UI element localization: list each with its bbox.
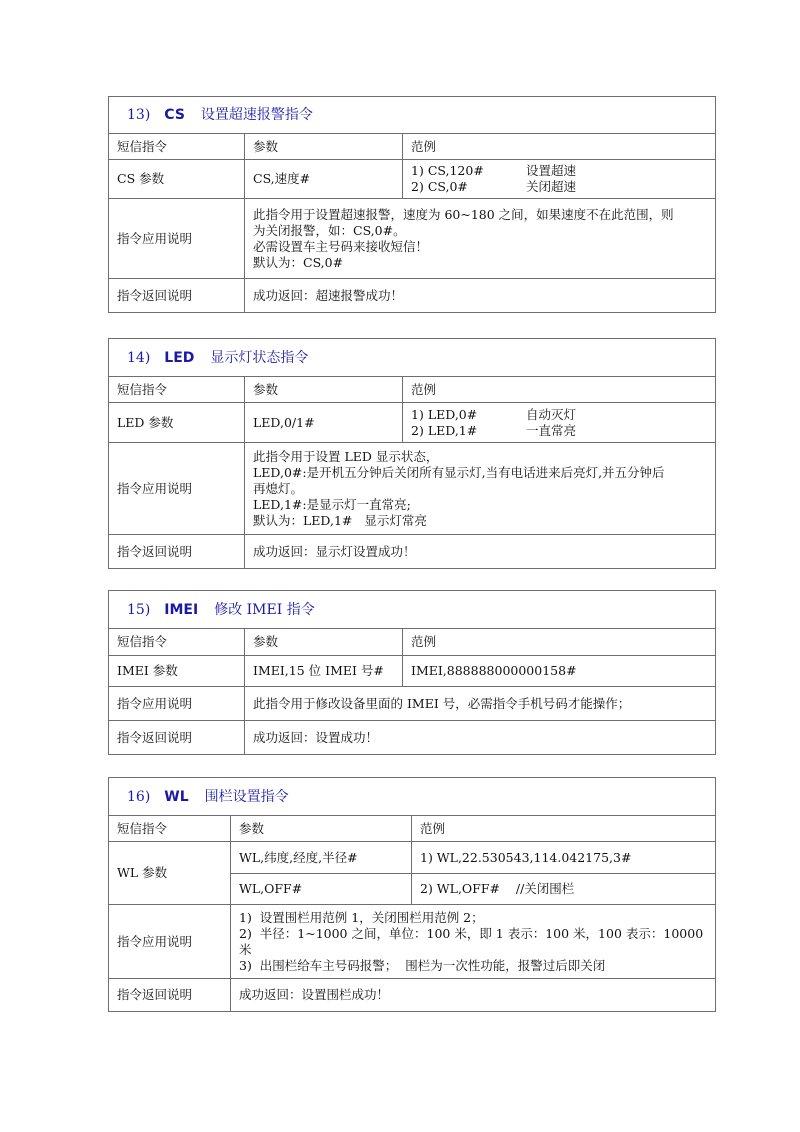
usage-label: 指令应用说明 (109, 443, 245, 535)
example-cell: IMEI,888888000000158# (403, 656, 716, 687)
command-code: CS (164, 107, 185, 123)
command-table-cs (108, 96, 716, 313)
header-sms: 短信指令 (109, 816, 231, 842)
header-param: 参数 (245, 377, 403, 403)
usage-line: 默认为：CS,0# (253, 254, 344, 270)
example-desc: 一直常亮 (526, 422, 577, 438)
command-name: 显示灯状态指令 (210, 349, 309, 366)
usage-text: 此指令用于修改设备里面的 IMEI 号，必需指令手机号码才能操作； (245, 687, 716, 721)
section-title (109, 339, 716, 377)
example-desc: 设置超速 (526, 163, 577, 178)
return-label: 指令返回说明 (109, 979, 231, 1012)
usage-line: LED,0#:是开机五分钟后关闭所有显示灯,当有电话进来后亮灯,并五分钟后 (253, 464, 665, 480)
command-code: WL (164, 788, 189, 805)
example-desc: 关闭超速 (526, 179, 577, 194)
usage-line: 为关闭报警，如：CS,0#。 (253, 222, 406, 238)
param-value: WL,OFF# (231, 874, 412, 905)
usage-line: 3) 出围栏给车主号码报警； 围栏为一次性功能，报警过后即关闭 (239, 957, 606, 973)
return-label: 指令返回说明 (109, 535, 245, 569)
return-text: 成功返回：超速报警成功！ (245, 279, 716, 313)
example-cell (403, 160, 716, 199)
usage-label: 指令应用说明 (109, 199, 245, 279)
param-value: CS,速度# (245, 160, 403, 199)
header-example: 范例 (403, 377, 716, 403)
command-name: 设置超速报警指令 (200, 107, 313, 123)
example-cell (403, 403, 716, 443)
example-cell: 2) WL,OFF# //关闭围栏 (412, 874, 716, 905)
example-line (411, 423, 707, 439)
return-text: 成功返回：设置围栏成功！ (231, 979, 716, 1012)
param-value: IMEI,15 位 IMEI 号# (245, 656, 403, 687)
usage-line: 默认为：LED,1# 显示灯常亮 (253, 512, 427, 528)
header-example: 范例 (403, 629, 716, 656)
param-label: WL 参数 (109, 842, 231, 905)
section-title (109, 778, 716, 816)
example-command: CS,120# (427, 163, 484, 178)
header-param: 参数 (245, 134, 403, 160)
command-table-led (108, 338, 716, 569)
usage-line: 此指令用于设置超速报警，速度为 60~180 之间，如果速度不在此范围，则 (253, 206, 674, 222)
example-number: 1) (411, 406, 424, 422)
command-name: 围栏设置指令 (204, 788, 289, 805)
example-line (411, 179, 707, 195)
param-value: LED,0/1# (245, 403, 403, 443)
usage-text (245, 199, 716, 279)
header-param: 参数 (245, 629, 403, 656)
section-number: 16) (127, 788, 151, 805)
section-title (109, 591, 716, 629)
header-example: 范例 (403, 134, 716, 160)
example-desc: 自动灭灯 (526, 406, 577, 422)
return-text: 成功返回：显示灯设置成功！ (245, 535, 716, 569)
section-number: 15) (127, 601, 151, 618)
usage-text (231, 905, 716, 979)
usage-line: 2) 半径：1~1000 之间，单位：100 米，即 1 表示：100 米，100 表示：10000 (239, 925, 704, 941)
usage-line: 1) 设置围栏用范例 1，关闭围栏用范例 2； (239, 909, 484, 925)
section-number: 14) (127, 349, 151, 366)
param-value: WL,纬度,经度,半径# (231, 842, 412, 874)
example-command: LED,1# (427, 422, 478, 438)
return-label: 指令返回说明 (109, 279, 245, 313)
return-label: 指令返回说明 (109, 721, 245, 755)
return-text: 成功返回：设置成功！ (245, 721, 716, 755)
usage-line: 米 (239, 941, 252, 957)
command-table-wl (108, 777, 716, 1012)
section-number: 13) (127, 107, 151, 123)
usage-line: 再熄灯。 (253, 480, 304, 496)
command-code: LED (164, 349, 195, 366)
example-number: 1) (411, 163, 424, 178)
usage-line: 必需设置车主号码来接收短信！ (253, 238, 429, 254)
header-param: 参数 (231, 816, 412, 842)
example-line (411, 163, 707, 179)
example-number: 2) (411, 179, 424, 194)
example-cell: 1) WL,22.530543,114.042175,3# (412, 842, 716, 874)
command-table-imei (108, 590, 716, 755)
param-label: LED 参数 (109, 403, 245, 443)
usage-label: 指令应用说明 (109, 687, 245, 721)
header-sms: 短信指令 (109, 377, 245, 403)
param-label: IMEI 参数 (109, 656, 245, 687)
header-sms: 短信指令 (109, 629, 245, 656)
usage-line: 此指令用于设置 LED 显示状态， (253, 448, 439, 464)
example-command: LED,0# (427, 406, 478, 422)
example-line (411, 407, 707, 423)
header-sms: 短信指令 (109, 134, 245, 160)
usage-text (245, 443, 716, 535)
param-label: CS 参数 (109, 160, 245, 199)
usage-label: 指令应用说明 (109, 905, 231, 979)
command-name: 修改 IMEI 指令 (214, 601, 315, 618)
header-example: 范例 (412, 816, 716, 842)
example-number: 2) (411, 422, 424, 438)
example-command: CS,0# (427, 179, 468, 194)
command-code: IMEI (164, 601, 199, 618)
section-title (109, 97, 716, 134)
usage-line: LED,1#:是显示灯一直常亮; (253, 496, 411, 512)
